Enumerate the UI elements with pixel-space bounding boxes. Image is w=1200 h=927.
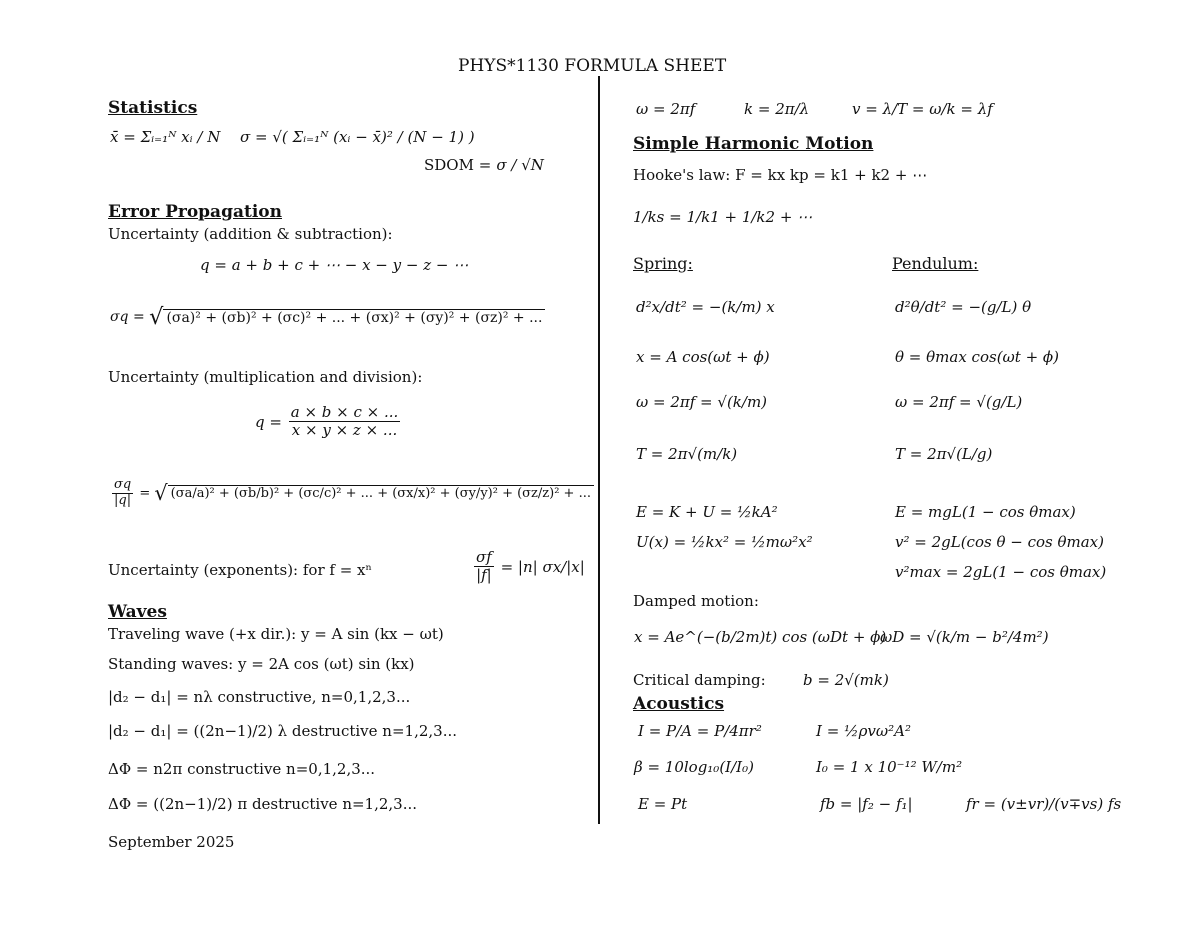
pendulum-solution: θ = θmax cos(ωt + ϕ) [895,348,1059,366]
pendulum-ode: d²θ/dt² = −(g/L) θ [895,298,1032,316]
pendulum-velocity: v² = 2gL(cos θ − cos θmax) [895,533,1104,551]
spring-potential: U(x) = ½kx² = ½mω²x² [636,533,813,551]
multiplication-sigma-lhs [112,478,133,509]
reference-intensity: I₀ = 1 x 10⁻¹² W/m² [816,758,963,776]
page-title: PHYS*1130 FORMULA SHEET [458,56,727,76]
intensity-amplitude-formula: I = ½ρvω²A² [816,722,911,740]
multiplication-sigma-root [154,481,594,505]
exponent-sigma-lhs-num: σf [476,548,492,566]
spring-label: Spring: [633,254,693,273]
standing-wave-formula: Standing waves: y = 2A cos (ωt) sin (kx) [108,655,415,673]
stddev-formula [240,128,475,146]
equals-sign: = [139,485,151,501]
sdom-expr: σ / √N [496,156,544,174]
exponent-sigma-rhs: = |n| σx/|x| [500,557,585,576]
spring-omega: ω = 2πf = √(k/m) [636,393,768,411]
multiplication-q-formula [255,404,402,440]
exponent-sigma-lhs [474,549,494,585]
stddev-formula-text: σ = √( Σᵢ₌₁ᴺ (xᵢ − x̄)² / (N − 1) ) [240,128,475,146]
pendulum-label: Pendulum: [892,254,979,273]
addition-uncertainty-label: Uncertainty (addition & subtraction): [108,225,393,243]
pendulum-period: T = 2π√(L/g) [895,445,993,463]
exponent-uncertainty-label: Uncertainty (exponents): for f = xⁿ [108,561,372,579]
wave-speed-relation: v = λ/T = ω/k = λf [852,100,993,118]
multiplication-q-fraction [289,404,401,440]
mean-formula [110,128,220,146]
shm-heading: Simple Harmonic Motion [633,134,874,154]
sound-level-formula: β = 10log₁₀(I/I₀) [634,758,754,776]
addition-sigma-root [149,304,545,330]
destructive-phase-formula: ΔΦ = ((2n−1)/2) π destructive n=1,2,3... [108,795,418,813]
series-spring-formula: 1/ks = 1/k1 + 1/k2 + ⋯ [633,208,813,226]
constructive-path-formula: |d₂ − d₁| = nλ constructive, n=0,1,2,3... [108,688,411,706]
spring-solution: x = A cos(ωt + ϕ) [636,348,770,366]
beat-frequency-formula: fb = |f₂ − f₁| [820,795,913,813]
addition-sigma-body: (σa)² + (σb)² + (σc)² + ... + (σx)² + (σy)² + (σz)² + ... [163,309,545,326]
multiplication-q-lhs: q = [255,412,282,431]
omega-relation: ω = 2πf [636,100,696,118]
pendulum-max-velocity: v²max = 2gL(1 − cos θmax) [895,563,1107,581]
traveling-wave-formula: Traveling wave (+x dir.): y = A sin (kx − ωt) [108,625,444,643]
wavenumber-relation: k = 2π/λ [744,100,810,118]
intensity-formula: I = P/A = P/4πr² [638,722,762,740]
critical-damping-formula: b = 2√(mk) [803,671,889,689]
multiplication-q-numerator: a × b × c × ... [290,403,399,421]
addition-q-formula: q = a + b + c + ⋯ − x − y − z − ⋯ [200,256,469,274]
spring-ode: d²x/dt² = −(k/m) x [636,298,775,316]
addition-sigma-formula [110,304,545,330]
exponent-sigma-formula [472,549,585,585]
hookes-law-formula: Hooke's law: F = kx kp = k1 + k2 + ⋯ [633,166,928,184]
energy-power-formula: E = Pt [638,795,688,813]
addition-sigma-lhs: σq = [110,309,145,325]
doppler-formula: fr = (v±vr)/(v∓vs) fs [966,795,1122,813]
mean-formula-text: x̄ = Σᵢ₌₁ᴺ xᵢ / N [110,128,221,146]
sqrt-symbol-icon: √ [149,304,164,330]
acoustics-heading: Acoustics [633,694,725,714]
multiplication-sigma-formula [110,478,594,509]
pendulum-omega: ω = 2πf = √(g/L) [895,393,1023,411]
waves-heading: Waves [108,602,167,622]
pendulum-energy: E = mgL(1 − cos θmax) [895,503,1076,521]
damped-frequency: ωD = √(k/m − b²/4m²) [880,628,1049,646]
multiplication-sigma-lhs-den: |q| [114,492,132,508]
sdom-formula [424,155,544,174]
sqrt-symbol-icon: √ [154,481,168,506]
footer-date: September 2025 [108,833,235,851]
critical-damping-label: Critical damping: [633,671,766,689]
sdom-label: SDOM = [424,156,492,174]
multiplication-q-denominator: x × y × z × ... [291,421,398,440]
error-propagation-heading: Error Propagation [108,202,282,222]
multiplication-sigma-lhs-num: σq [114,477,132,492]
multiplication-sigma-body: (σa/a)² + (σb/b)² + (σc/c)² + ... + (σx/x)² + (σy/y)² + (σz/z)² + ... [168,485,594,501]
exponent-sigma-lhs-den: |f| [476,566,492,585]
spring-energy: E = K + U = ½kA² [636,503,778,521]
column-divider [598,76,600,824]
damped-motion-label: Damped motion: [633,592,759,610]
statistics-heading: Statistics [108,98,198,118]
spring-period: T = 2π√(m/k) [636,445,738,463]
multiplication-uncertainty-label: Uncertainty (multiplication and division): [108,368,423,386]
destructive-path-formula: |d₂ − d₁| = ((2n−1)/2) λ destructive n=1,2,3... [108,722,457,740]
damped-displacement: x = Ae^(−(b/2m)t) cos (ωDt + ϕ) [634,628,887,646]
constructive-phase-formula: ΔΦ = n2π constructive n=0,1,2,3... [108,760,376,778]
